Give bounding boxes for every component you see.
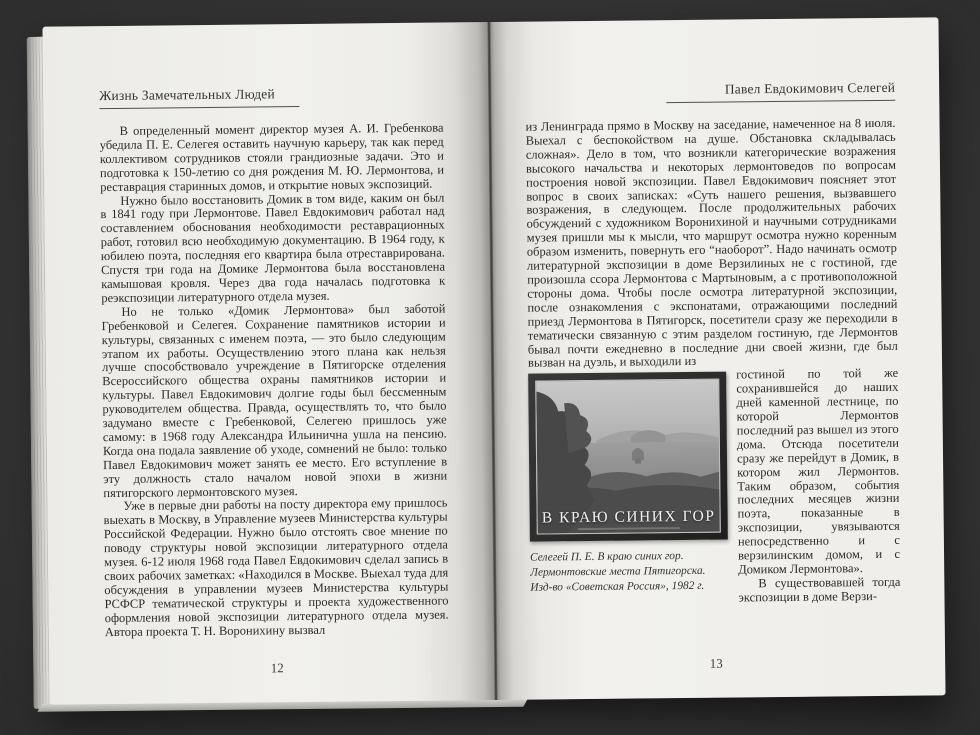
book-cover-photo <box>535 379 721 535</box>
paragraph: В определенный момент директор музея А. И. Гребенкова убедила П. Е. Селегея оставить научную карьеру, так как перед коллективом сотрудников стояли грандиозные задачи. Это и подготовка к 150-летию со дня рождения М. Ю. Лермонтова, и реставрация старинных домов, и открытие новых экспозиций. <box>99 120 445 194</box>
paragraph: Нужно было восстановить Домик в том виде, каким он был в 1841 году при Лермонтове. Павел Евдокимович работал над составлением обоснования необходимости реставрационных работ, готовил всю необходимую документацию. В 1964 году, к юбилею поэта, последняя его квартира была отреставрирована. Спустя три года на Домике Лермонтова была восстановлена камышовая кровля. Через два года началась подготовка к реэкспозиции литературного отдела музея. <box>100 190 446 305</box>
left-page-body <box>100 122 450 657</box>
cover-title-text: В КРАЮ СИНИХ ГОР <box>541 508 716 527</box>
left-page <box>42 22 495 705</box>
running-head-chapter: Павел Евдокимович Селегей <box>666 80 896 103</box>
book-spread <box>42 17 945 704</box>
paragraph: Уже в первые дни работы на посту директора ему пришлось выехать в Москву, в Управление музеев Министерства культуры Российской Федерации. Нужно было отстоять свое мнение по поводу структуры новой экспозиции литературного отдела музея. 6-12 июля 1968 года Павел Евдокимович сделал запись в своих рабочих заметках: «Находился в Москве. Выехал туда для обсуждения в управлении музеев Министерства культуры РСФСР тематической структуры и проекта художественного оформления новой экспозиции литературного отдела музея. Автора проекта Т. Н. Воронихину вызвал <box>103 495 449 639</box>
open-book <box>42 17 945 704</box>
paragraph: В существовавшей тогда экспозиции в доме Верзи- <box>738 574 901 605</box>
inset-figure <box>528 372 728 595</box>
paragraph: гостиной по той же сохранившейся до наших дней каменной лестнице, по которой Лермонтов последний раз вышел из этого дома. Отсюда посетители сразу же перейдут в Домик, в котором жил Лермонтов. Таким образом, события последних месяцев жизни поэта, показанные в экспозиции, увязываются непосредственно и с верзилинским домом, и с Домиком Лермонтова». <box>736 366 901 577</box>
running-head-series: Жизнь Замечательных Людей <box>99 86 299 109</box>
right-page <box>488 17 945 700</box>
right-page-body <box>525 117 901 652</box>
page-number-left: 12 <box>270 660 284 676</box>
page-number-right: 13 <box>709 655 723 671</box>
paragraph: Но не только «Домик Лермонтова» был заботой Гребенковой и Селегея. Сохранение памятников истории и культуры, связанных с именем поэта, — это было следующим этапом их работы. Осуществлению этого плана как нельзя лучше способствовало учреждение в Пятигорске отделения Всероссийского общества охраны памятников истории и культуры. Павел Евдокимович долгие годы был бессменным руководителем общества. Правда, осуществлять то, что было задумано вместе с Гребенковой, Селегею пришлось уже самому: в 1968 году Александра Ильинична ушла на пенсию. Когда она подала заявление об уходе, сомнений не было: только Павел Евдокимович может занять ее место. Его вступление в эту должность стало началом новой эпохи в жизни пятигорского лермонтовского музея. <box>101 301 448 500</box>
book-cover <box>528 372 728 542</box>
figure-caption: Селегей П. Е. В краю синих гор. Лермонтовские места Пятигорска. Изд-во «Советская Россия», 1982 г. <box>530 550 706 594</box>
paragraph: из Ленинграда прямо в Москву на заседание, намеченное на 8 июля. Выехал с беспокойством на душе. Обстановка складывалась сложная». Дело в том, что возникли категорические возражения высокого начальства и некоторых лермонтоведов по вопросам построения новой экспозиции. Павел Евдокимович поясняет этот вопрос в своих записках: «Суть нашего решения, вызвавшего возражения, в следующем. После продолжительных рабочих обсуждений с художником Воронихиной и научными сотрудниками музея пришли мы к мысли, что маршрут осмотра нужно коренным образом изменить, повернуть его “наоборот”. Надо начинать осмотр литературной экспозиции в доме Верзилиных не с гостиной, где произошла ссора Лермонтова с Мартыновым, а с противоположной стороны дома. Чтобы после осмотра литературной экспозиции, после ознакомления с экспонатами, отражающими последний приезд Лермонтова в Пятигорск, посетители сразу же переходили в тематически связанную с этим разделом гостиную, где Лермонтов бывал почти ежедневно в последние дни своей жизни, где был вызван на дуэль, и выходили из <box>525 115 898 371</box>
